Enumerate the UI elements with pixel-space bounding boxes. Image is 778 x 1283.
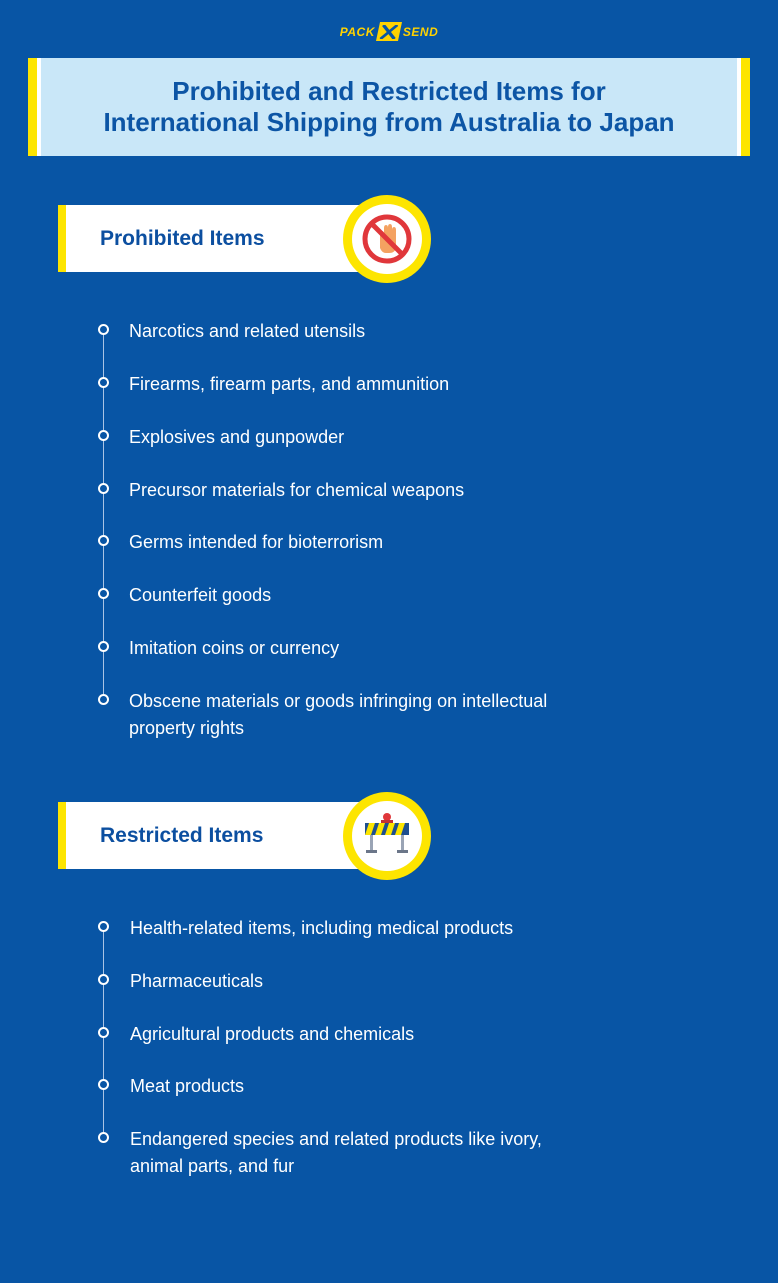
bullet-icon — [98, 535, 109, 546]
prohibited-badge — [343, 195, 431, 283]
list-item: Pharmaceuticals — [98, 968, 658, 995]
list-item: Health-related items, including medical products — [98, 915, 658, 942]
bullet-icon — [98, 1132, 109, 1143]
bullet-icon — [98, 641, 109, 652]
brand-logo-left: PACK — [339, 24, 375, 39]
restricted-section-header — [58, 802, 370, 869]
bullet-icon — [98, 377, 109, 388]
bullet-icon — [98, 588, 109, 599]
bullet-icon — [98, 694, 109, 705]
bullet-icon — [98, 324, 109, 335]
restricted-badge — [343, 792, 431, 880]
bullet-icon — [98, 1027, 109, 1038]
page-title-line-2: International Shipping from Australia to Japan — [103, 107, 675, 137]
no-entry-hand-icon — [360, 212, 414, 266]
list-item: Explosives and gunpowder — [98, 424, 658, 451]
list-item: Counterfeit goods — [98, 582, 658, 609]
bullet-icon — [98, 921, 109, 932]
bullet-icon — [98, 1079, 109, 1090]
title-banner — [28, 58, 750, 156]
list-item: Germs intended for bioterrorism — [98, 529, 658, 556]
road-barrier-icon — [360, 809, 414, 863]
prohibited-section-header — [58, 205, 370, 272]
brand-logo-right: SEND — [402, 24, 439, 39]
bullet-icon — [98, 430, 109, 441]
prohibited-section-title: Prohibited Items — [100, 226, 265, 250]
list-item: Firearms, firearm parts, and ammunition — [98, 371, 658, 398]
list-item: Obscene materials or goods infringing on intellectual property rights — [98, 688, 658, 742]
list-item: Precursor materials for chemical weapons — [98, 477, 658, 504]
brand-logo — [0, 22, 778, 41]
list-item: Endangered species and related products like ivory, animal parts, and fur — [98, 1126, 658, 1180]
list-item: Narcotics and related utensils — [98, 318, 658, 345]
list-item: Imitation coins or currency — [98, 635, 658, 662]
list-item: Meat products — [98, 1073, 658, 1100]
bullet-icon — [98, 483, 109, 494]
list-item: Agricultural products and chemicals — [98, 1021, 658, 1048]
page-title-line-1: Prohibited and Restricted Items for — [172, 76, 606, 106]
bullet-icon — [98, 974, 109, 985]
brand-mark-icon — [376, 22, 402, 41]
restricted-section-title: Restricted Items — [100, 823, 264, 847]
